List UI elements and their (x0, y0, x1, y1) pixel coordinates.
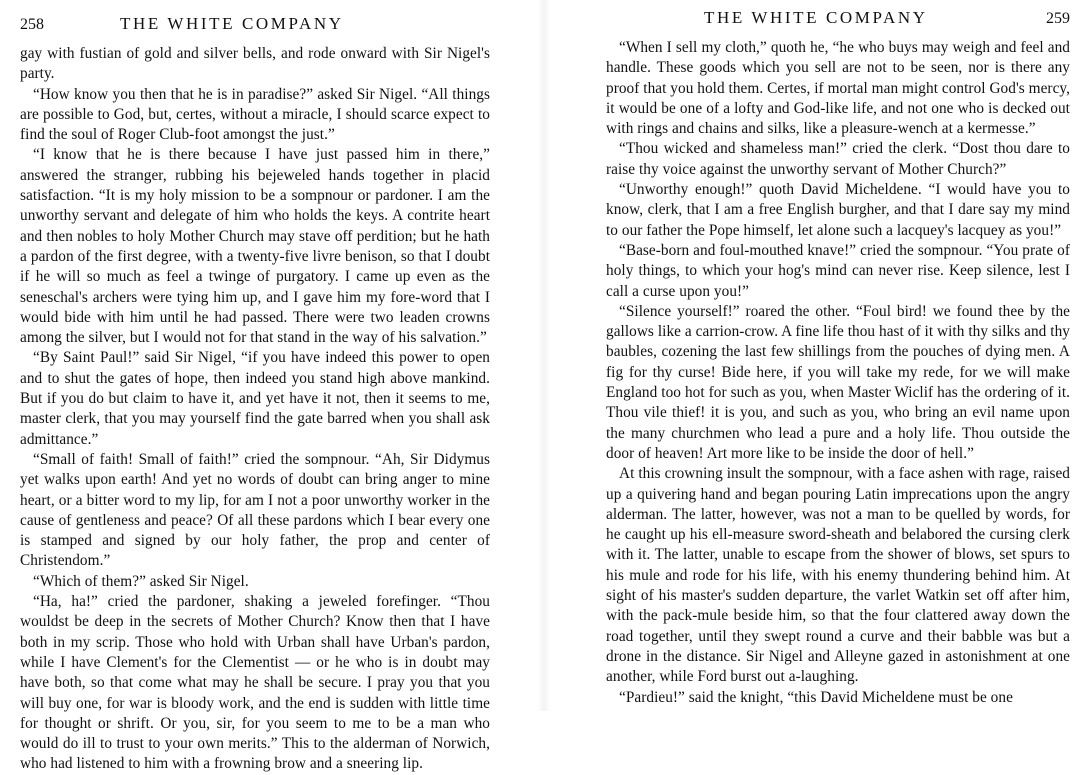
running-title: THE WHITE COMPANY (120, 14, 344, 33)
paragraph: “Thou wicked and shameless man!” cried the clerk. “Dost thou dare to raise thy voice against the unworthy servant of Mother Church?” (606, 140, 1070, 178)
running-head-right (606, 8, 1070, 34)
paragraph: “Pardieu!” said the knight, “this David Micheldene must be one (619, 688, 1013, 706)
page-number: 259 (1046, 10, 1070, 27)
paragraph: “When I sell my cloth,” quoth he, “he who buys may weigh and feel and handle. These goods which you sell are not to be seen, nor is there any proof that you hold them. Certes, if mortal man might control God's mercy, it would be one of a lofty and God-like life, and not one who is decked out with rings and chains and silks, like a pleasure-wench at a kermesse.” (606, 39, 1070, 138)
paragraph: “How know you then that he is in paradise?” asked Sir Nigel. “All things are possible to God, but, certes, without a miracle, I should scarce expect to find the soul of Roger Club-foot amongst the just.” (20, 85, 490, 144)
paragraph: gay with fustian of gold and silver bells, and rode onward with Sir Nigel's party. (20, 45, 490, 83)
paragraph: “By Saint Paul!” said Sir Nigel, “if you have indeed this power to open and to shut the gates of hope, then indeed you stand high above mankind. But if you do but claim to have it, and yet have it not, then it seems to me, master clerk, that you may yourself find the gate barred when you shall ask admittance.” (20, 349, 490, 448)
paragraph: “Unworthy enough!” quoth David Micheldene. “I would have you to know, clerk, that I am a free English burgher, and that I dare say my mind to our father the Pope himself, let alone such a lacquey's lacquey as you!” (606, 181, 1070, 239)
page-number: 258 (20, 16, 44, 33)
body-text-left (20, 44, 490, 775)
paragraph: “Silence yourself!” roared the other. “Foul bird! we found thee by the gallows like a carrion-crow. A fine life thou hast of it with thy silks and thy baubles, cozening the last few shillings from the pouches of dying men. A fig for thy curse! Bide here, if you will take my rede, for we will make England too hot for such as you, when Master Wiclif has the ordering of it. Thou vile thief! it is you, and such as you, who bring an evil name upon the many churchmen who lead a pure and a holy life. Thou outside the door of heaven! Art more like to be inside the door of hell.” (606, 302, 1070, 462)
paragraph: “Ha, ha!” cried the pardoner, shaking a jeweled forefinger. “Thou wouldst be deep in the secrets of Mother Church? Know then that I have both in my scrip. Those who hold with Urban shall have Urban's pardon, while I have Clement's for the Clementist — or he who is in doubt may have both, so that come what may he shall be secure. I pray you that you will buy one, for war is bloody work, and the end is sudden with little time for thought or shrift. Or you, sir, for you seem to me to be a man who would do ill to trust to your own merits.” This to the alderman of Norwich, who had listened to him with a frowning brow and a sneering lip. (20, 593, 490, 773)
paragraph: “Small of faith! Small of faith!” cried the sompnour. “Ah, Sir Didymus yet walks upon earth! And yet no words of doubt can bring anger to mine heart, or a bitter word to my lip, for am I not a poor unworthy worker in the cause of gentleness and peace? Of all these pardons which I bear every one is stamped and signed by our holy father, the prop and center of Christendom.” (20, 450, 490, 570)
paragraph: “Which of them?” asked Sir Nigel. (33, 572, 249, 590)
running-head-left (20, 14, 490, 40)
body-text-right (606, 38, 1070, 708)
left-page (0, 0, 544, 773)
paragraph: “I know that he is there because I have just passed him in there,” answered the stranger, rubbing his bejeweled hands together in placid satisfaction. “It is my holy mission to be a sompnour or pardoner. I am the unworthy servant and delegate of him who holds the keys. A contrite heart and then nobles to holy Mother Church may stave off perdition; but he hath a pardon of the first degree, with a twenty-five livre benison, so that I doubt if he will so much as feel a twinge of purgatory. I came up even as the seneschal's archers were tying him up, and I gave him my fore-word that I would bide with him until he had passed. There were two leaden crowns among the silver, but I would not for that stand in the way of his salvation.” (20, 146, 490, 347)
paragraph: At this crowning insult the sompnour, with a face ashen with rage, raised up a quivering hand and began pouring Latin imprecations upon the angry alderman. The latter, however, was not a man to be quelled by words, for he caught up his ell-measure sword-sheath and belabored the cursing clerk with it. The latter, unable to escape from the shower of blows, set spurs to his mule and rode for his life, with his enemy thundering behind him. At sight of his master's sudden departure, the varlet Watkin set off after him, with the pack-mule beside him, so that the four clattered away down the road together, until they swept round a curve and their babble was but a drone in the distance. Sir Nigel and Alleyne gazed in astonishment at one another, while Ford burst out a-laughing. (606, 465, 1070, 686)
right-page (544, 0, 1088, 711)
running-title: THE WHITE COMPANY (704, 8, 928, 27)
paragraph: “Base-born and foul-mouthed knave!” cried the sompnour. “You prate of holy things, to which your hog's mind can never rise. Keep silence, lest I call a curse upon you!” (606, 241, 1070, 300)
